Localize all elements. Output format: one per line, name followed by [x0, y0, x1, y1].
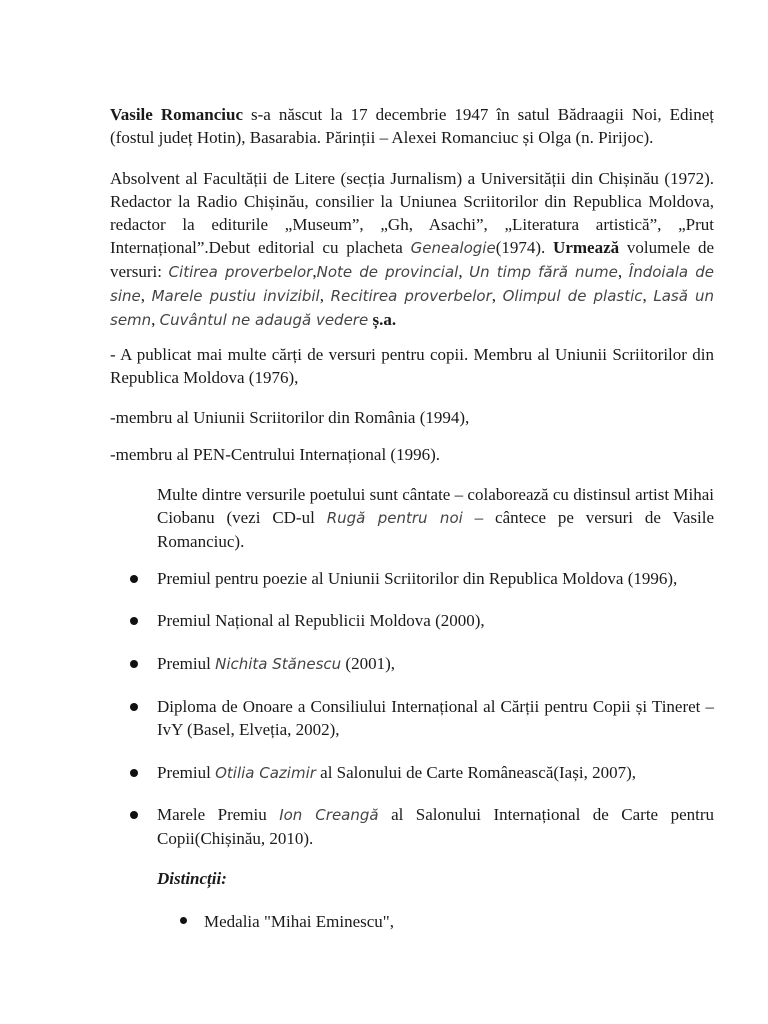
- bullet-icon: [130, 703, 138, 711]
- songs-paragraph: [157, 483, 714, 553]
- bullet-icon: [130, 660, 138, 668]
- book-title: Un timp fără nume: [469, 263, 618, 281]
- award-item: [157, 803, 714, 850]
- award-text: Premiul: [157, 763, 216, 782]
- separator: ,: [642, 286, 654, 305]
- separator: ,: [319, 286, 331, 305]
- award-item: [157, 652, 714, 676]
- membership-usr: -membru al Uniunii Scriitorilor din România (1994),: [110, 408, 470, 427]
- cd-title: Rugă pentru noi: [326, 509, 463, 527]
- bullet-icon: [130, 617, 138, 625]
- songs-text-end: – cântece pe versuri de Vasile Romanciuc).: [157, 508, 714, 551]
- award-item: Diploma de Onoare a Consiliului Internațional al Cărții pentru Copii și Tineret – IvY (Basel, Elveția, 2002),: [157, 697, 714, 739]
- award-name: Nichita Stănescu: [215, 655, 342, 673]
- debut-title: Genealogie: [410, 239, 496, 257]
- distinction-item: Medalia "Mihai Eminescu",: [204, 912, 394, 931]
- separator: ,: [312, 262, 317, 281]
- award-text: al Salonului Internațional de Carte pentru Copii(Chișinău, 2010).: [157, 805, 715, 848]
- award-text: Premiul: [157, 654, 216, 673]
- distinctions-heading: Distincții:: [157, 869, 227, 888]
- award-item: Premiul Național al Republicii Moldova (2000),: [157, 611, 485, 630]
- separator: ,: [140, 286, 152, 305]
- award-item: [157, 761, 714, 785]
- membership-pen: -membru al PEN-Centrului Internațional (1996).: [110, 445, 440, 464]
- book-title: Îndoiala de sine: [110, 263, 714, 305]
- bullet-icon: [130, 811, 138, 819]
- award-text: Marele Premiu: [157, 805, 280, 824]
- award-text: al Salonului de Carte Românească(Iași, 2007),: [315, 763, 636, 782]
- career-text: Absolvent al Facultății de Litere (secția Jurnalism) a Universității din Chișinău (1972). Redactor la Radio Chișinău, consilier la Uniunea Scriitorilor din Republica Moldova, redactor la editurile „Museum”, „Gh, Asachi”, „Literatura artistică”, „Prut Internațional”.Debut editorial cu placheta: [110, 169, 714, 257]
- award-text: (2001),: [341, 654, 395, 673]
- birth-text: s-a născut la 17 decembrie 1947 în satul Bădraagii Noi, Edineț (fostul județ Hotin), Basarabia. Părinții – Alexei Romanciuc și Olga (n. Pirijoc).: [110, 105, 714, 147]
- bullet-icon: [130, 575, 138, 583]
- separator: ,: [617, 262, 629, 281]
- award-name: Otilia Cazimir: [215, 764, 316, 782]
- author-name: Vasile Romanciuc: [110, 105, 243, 124]
- volumes-intro: volumele de versuri:: [110, 238, 714, 281]
- book-title: Note de provincial: [316, 263, 459, 281]
- songs-text: Multe dintre versurile poetului sunt cântate – colaborează cu distinsul artist Mihai Ciobanu (vezi CD-ul: [157, 485, 714, 527]
- book-title: Olimpul de plastic: [502, 287, 643, 305]
- urmeaza-word: Urmează: [553, 238, 620, 257]
- bullet-icon: [130, 769, 138, 777]
- book-title: Recitirea proverbelor: [330, 287, 492, 305]
- book-title: Cuvântul ne adaugă vedere: [159, 311, 369, 329]
- membership-uscm: - A publicat mai multe cărți de versuri pentru copii. Membru al Uniunii Scriitorilor din Republica Moldova (1976),: [110, 345, 714, 387]
- book-title: Marele pustiu invizibil: [151, 287, 320, 305]
- separator: ,: [491, 286, 503, 305]
- bio-paragraph: [110, 103, 714, 149]
- career-end: ș.a.: [368, 310, 397, 329]
- career-paragraph: [110, 167, 714, 332]
- book-title: Lasă un semn: [110, 287, 715, 329]
- separator: ,: [151, 310, 160, 329]
- bullet-icon: [180, 917, 187, 924]
- book-title: Citirea proverbelor: [168, 263, 313, 281]
- debut-year: (1974).: [495, 238, 554, 257]
- award-name: Ion Creangă: [279, 806, 379, 824]
- separator: ,: [458, 262, 470, 281]
- award-item: Premiul pentru poezie al Uniunii Scriitorilor din Republica Moldova (1996),: [157, 569, 678, 588]
